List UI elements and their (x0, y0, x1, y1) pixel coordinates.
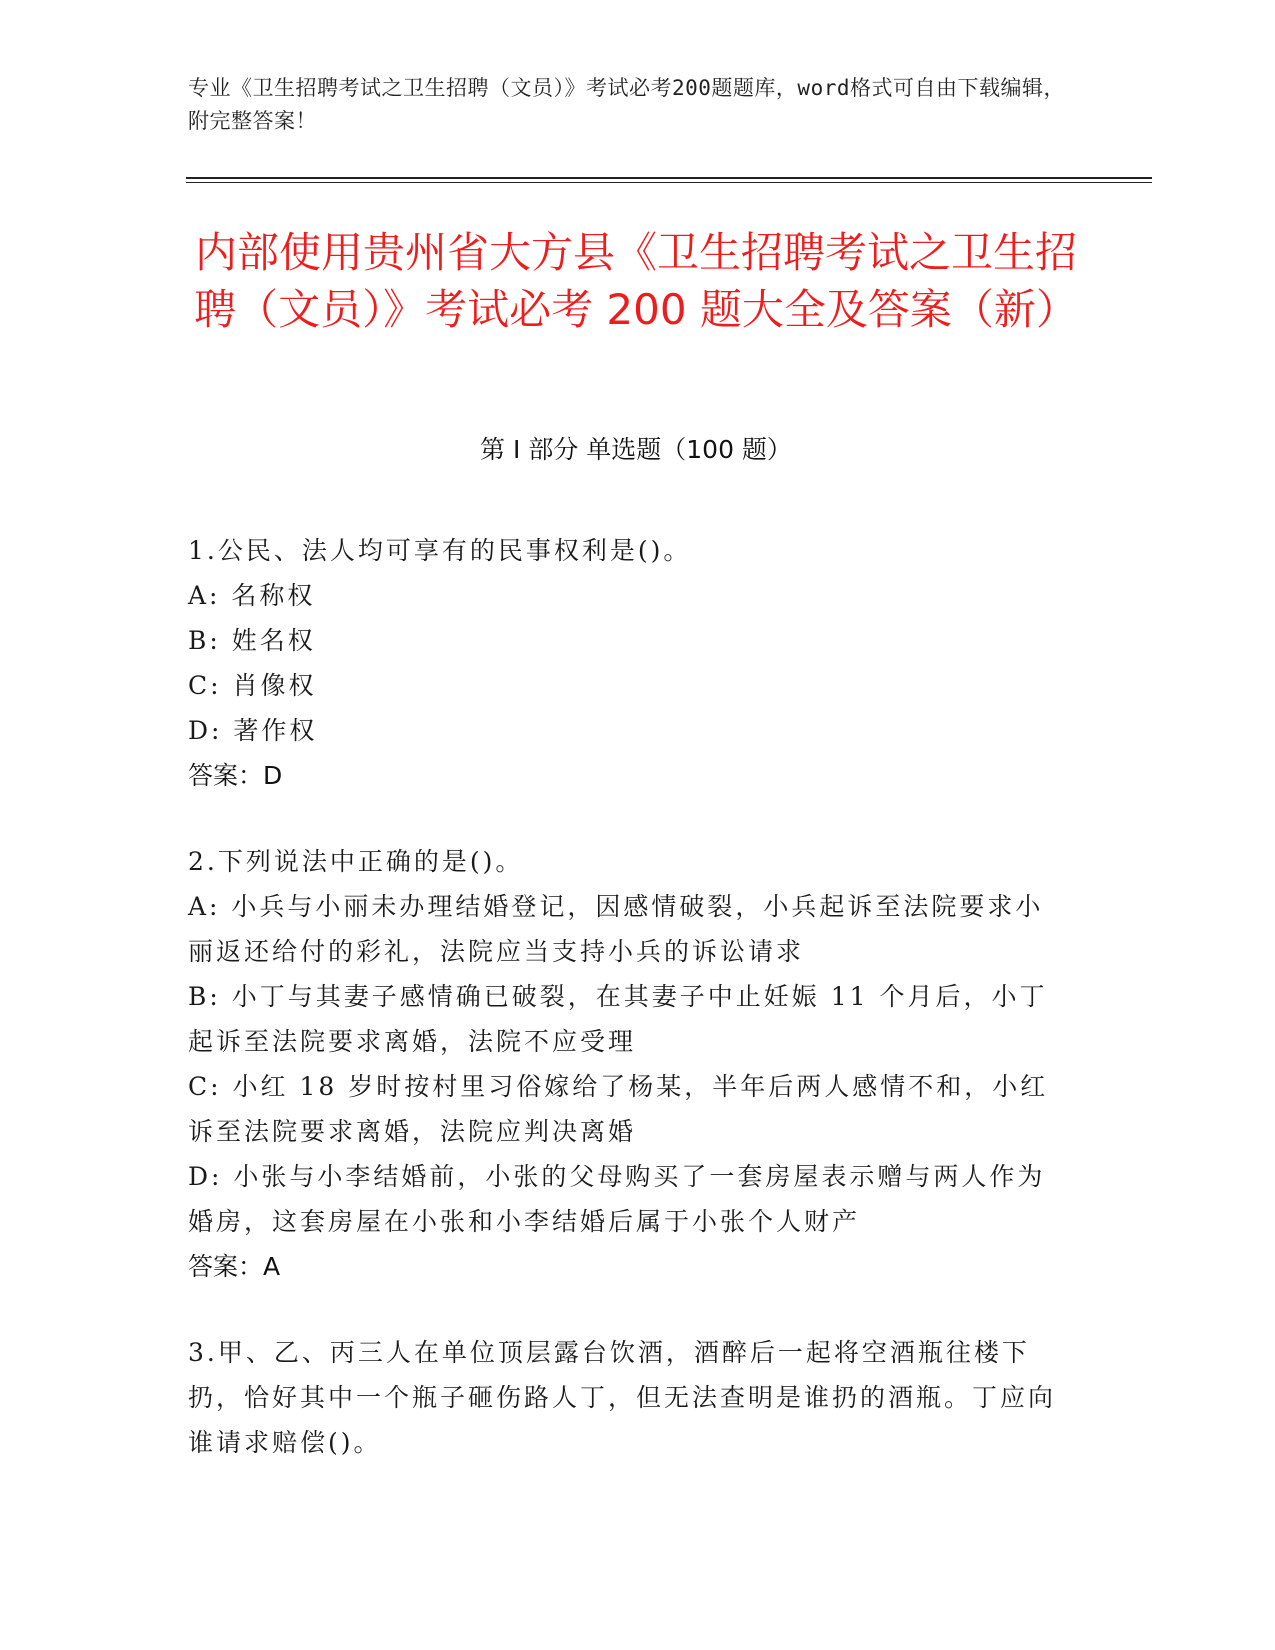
question-3 (188, 1330, 1068, 1465)
header-divider-thick (186, 177, 1152, 179)
question-stem: 3.甲、乙、丙三人在单位顶层露台饮酒，酒醉后一起将空酒瓶往楼下扔，恰好其中一个瓶子砸伤路人丁，但无法查明是谁扔的酒瓶。丁应向谁请求赔偿()。 (188, 1338, 1057, 1457)
header-divider-thin (186, 182, 1152, 183)
option-b: B: 姓名权 (188, 626, 316, 655)
question-2 (188, 839, 1068, 1290)
answer: 答案：D (188, 761, 283, 790)
option-c: C: 肖像权 (188, 671, 317, 700)
option-c: C: 小红 18 岁时按村里习俗嫁给了杨某，半年后两人感情不和，小红诉至法院要求离婚，法院应判决离婚 (188, 1072, 1049, 1146)
header-note: 专业《卫生招聘考试之卫生招聘（文员）》考试必考200题题库，word格式可自由下载编辑，附完整答案！ (188, 76, 1065, 133)
question-stem: 1.公民、法人均可享有的民事权利是()。 (188, 536, 692, 565)
option-b: B: 小丁与其妻子感情确已破裂，在其妻子中止妊娠 11 个月后，小丁起诉至法院要求离婚，法院不应受理 (188, 982, 1048, 1056)
option-d: D: 著作权 (188, 716, 318, 745)
option-a: A: 名称权 (188, 581, 316, 610)
question-1 (188, 528, 1068, 799)
option-a: A: 小兵与小丽未办理结婚登记，因感情破裂，小兵起诉至法院要求小丽返还给付的彩礼，法院应当支持小兵的诉讼请求 (188, 892, 1044, 966)
question-stem: 2.下列说法中正确的是()。 (188, 847, 524, 876)
option-d: D: 小张与小李结婚前，小张的父母购买了一套房屋表示赠与两人作为婚房，这套房屋在小张和小李结婚后属于小张个人财产 (188, 1162, 1046, 1236)
section-title: 第 I 部分 单选题（100 题） (480, 435, 792, 464)
question-list (188, 528, 1068, 1505)
document-title: 内部使用贵州省大方县《卫生招聘考试之卫生招聘（文员）》考试必考 200 题大全及答案（新） (194, 228, 1078, 334)
answer: 答案：A (188, 1252, 281, 1281)
